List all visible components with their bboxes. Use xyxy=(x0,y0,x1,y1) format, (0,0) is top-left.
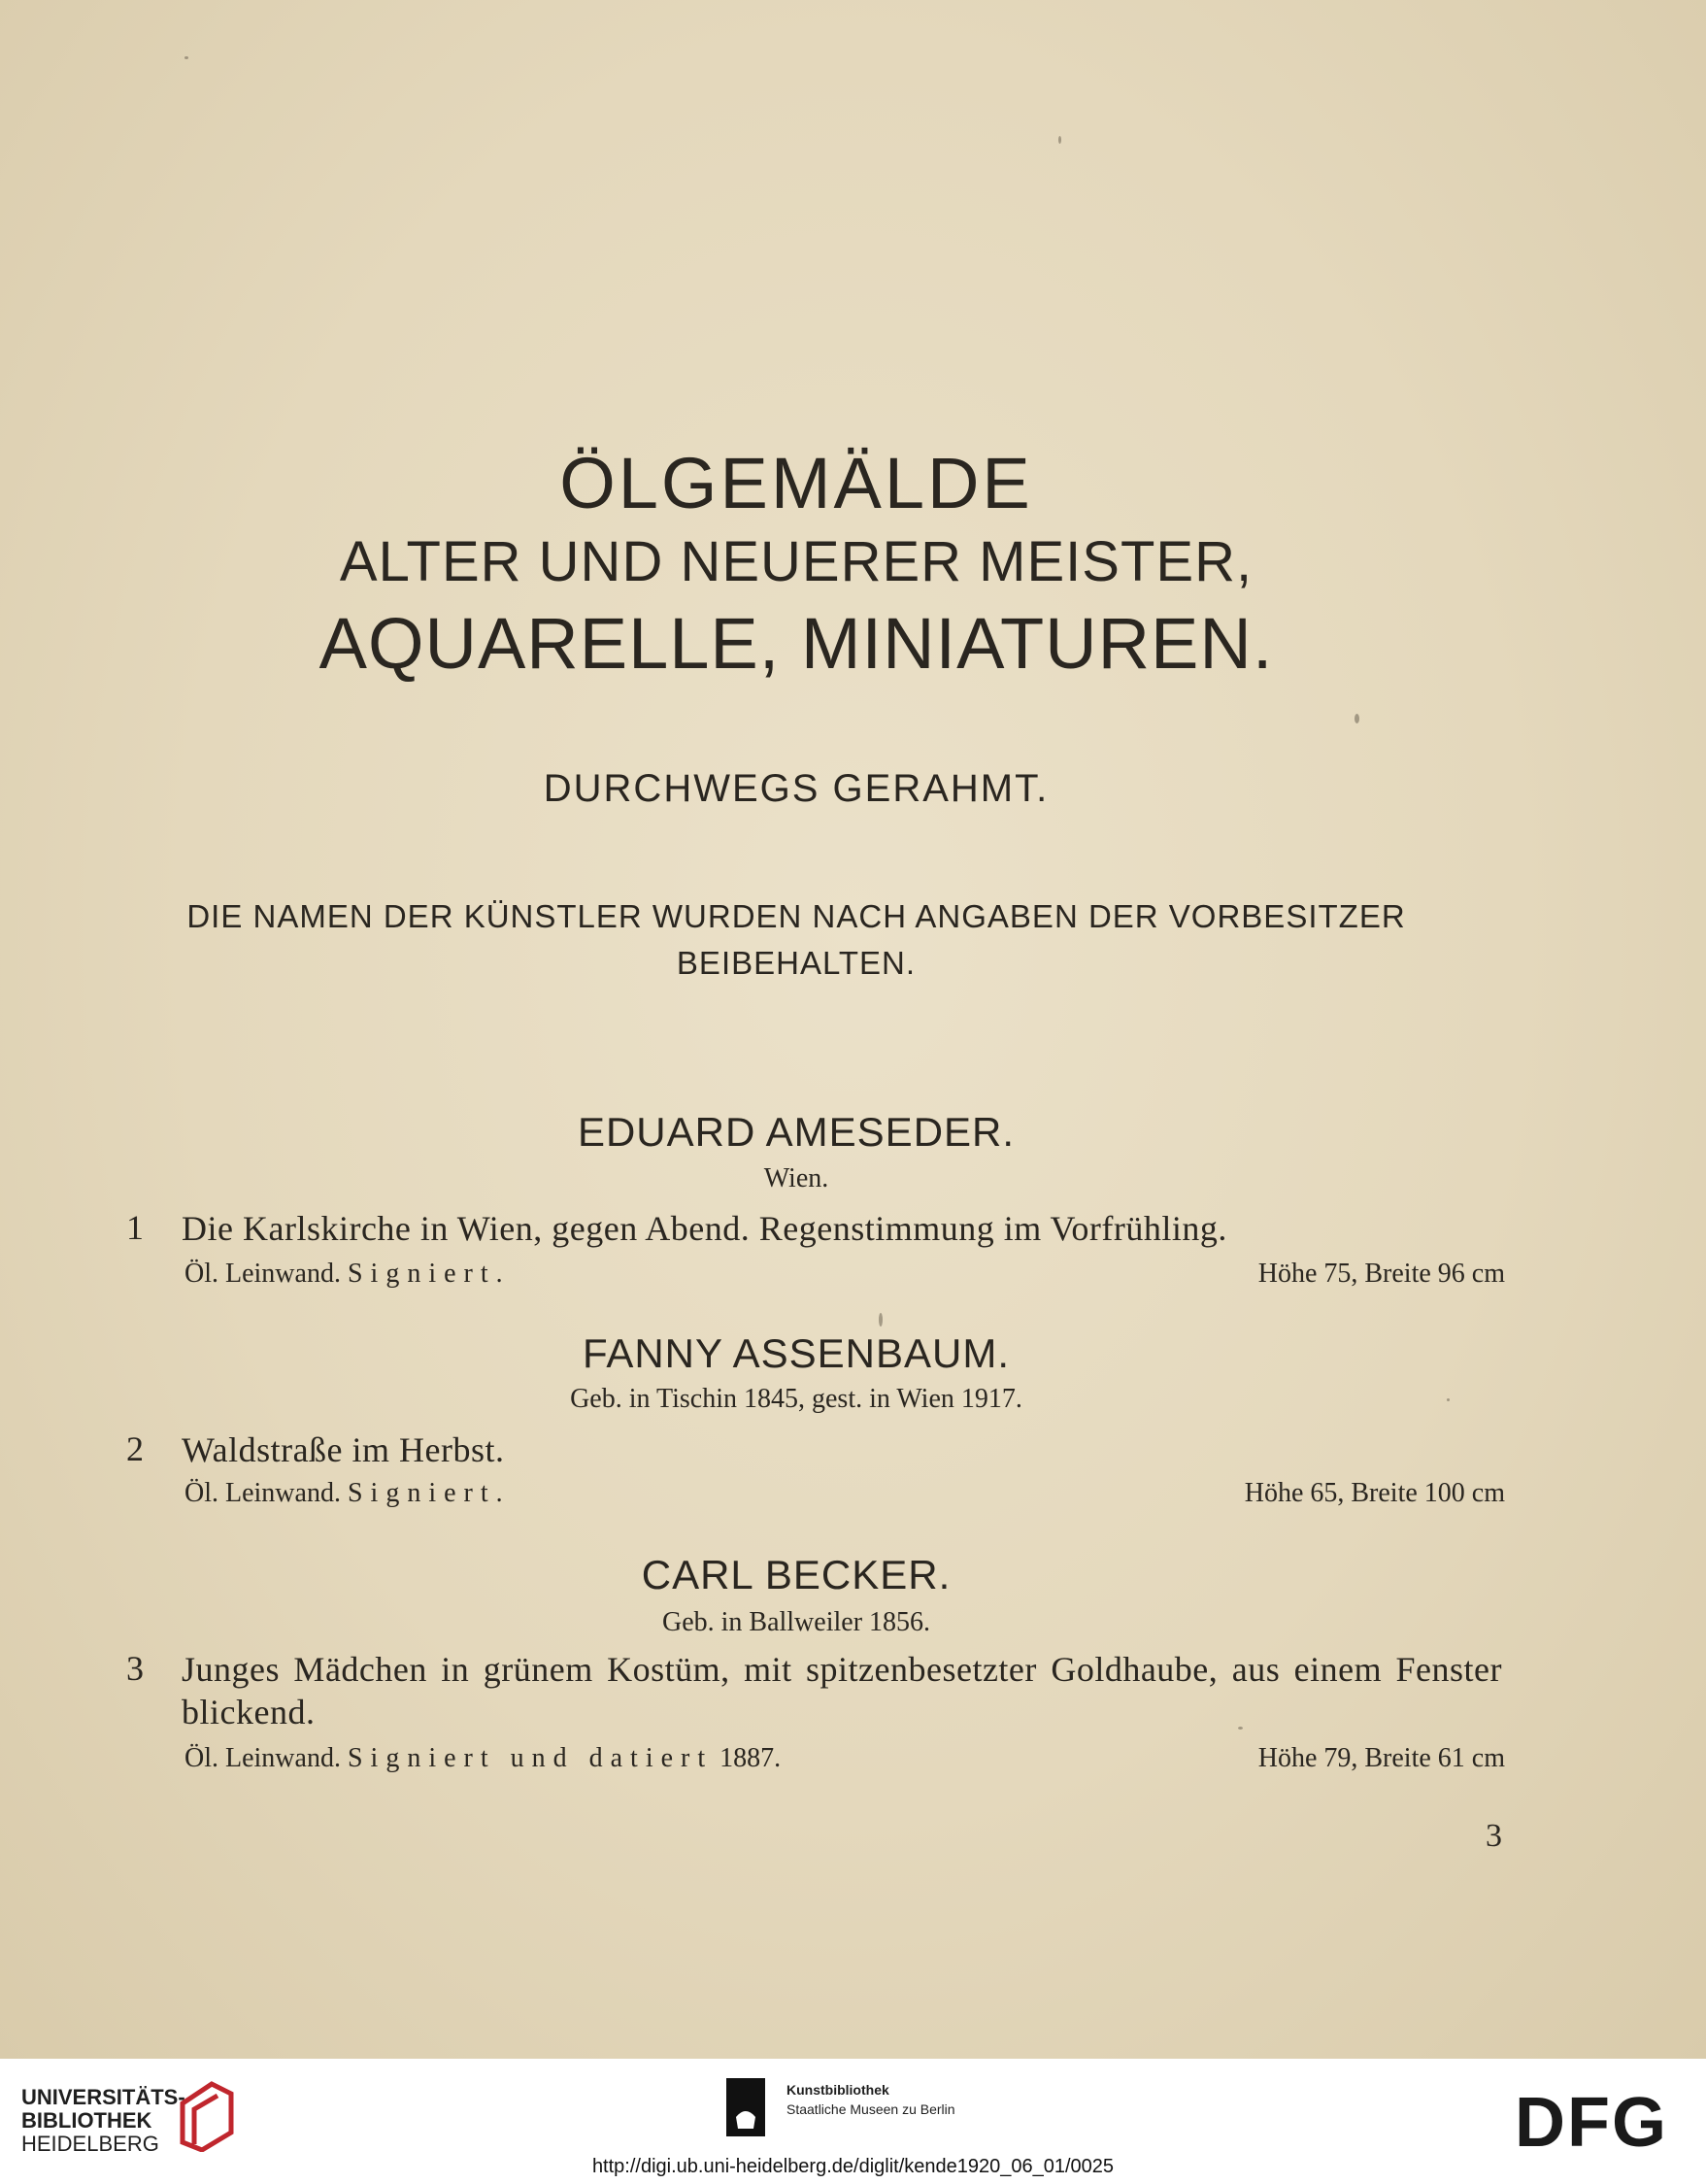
notice-line1: DIE NAMEN DER KÜNSTLER WURDEN NACH ANGABEN DER VORBESITZER xyxy=(186,898,1406,934)
entry-number: 3 xyxy=(126,1649,145,1688)
paper-speck xyxy=(184,56,188,59)
entry-medium: Öl. Leinwand. xyxy=(184,1743,348,1773)
heading-line3: AQUARELLE, MINIATUREN. xyxy=(318,603,1274,684)
source-url[interactable]: http://digi.ub.uni-heidelberg.de/diglit/kende1920_06_01/0025 xyxy=(591,2156,1115,2177)
library-line2: BIBLIOTHEK xyxy=(21,2108,152,2133)
entry-year: 1887. xyxy=(713,1743,782,1773)
entry-title: Die Karlskirche in Wien, gegen Abend. Regenstimmung im Vorfrühling. xyxy=(182,1209,1227,1248)
dfg-logo[interactable]: DFG xyxy=(1515,2084,1668,2162)
entry-title: Waldstraße im Herbst. xyxy=(182,1430,505,1469)
heading-line1: ÖLGEMÄLDE xyxy=(559,443,1033,523)
kb-line1: Kunstbibliothek xyxy=(786,2082,889,2098)
entry-medium: Öl. Leinwand. xyxy=(184,1478,348,1508)
entry-note: Signiert und datiert xyxy=(347,1743,714,1773)
artist-name: FANNY ASSENBAUM. xyxy=(582,1330,1011,1376)
paper-speck xyxy=(1058,136,1061,144)
kunstbibliothek-label[interactable] xyxy=(786,2080,955,2119)
artist-info: Wien. xyxy=(763,1163,829,1193)
entry-size: Höhe 65, Breite 100 cm xyxy=(1244,1478,1505,1508)
entry-note: Signiert. xyxy=(347,1259,511,1289)
entry-size: Höhe 79, Breite 61 cm xyxy=(1257,1743,1505,1773)
kb-line2: Staatliche Museen zu Berlin xyxy=(786,2101,955,2117)
artist-name: CARL BECKER. xyxy=(641,1552,952,1597)
heidelberg-library-logo[interactable] xyxy=(21,2086,185,2156)
entry-number: 1 xyxy=(126,1208,145,1247)
entry-note: Signiert. xyxy=(347,1478,511,1508)
entry-medium: Öl. Leinwand. xyxy=(184,1259,348,1289)
library-emblem-icon xyxy=(173,2074,241,2152)
entry-number: 2 xyxy=(126,1429,145,1468)
artist-name: EDUARD AMESEDER. xyxy=(577,1109,1016,1155)
entry-size: Höhe 75, Breite 96 cm xyxy=(1257,1259,1505,1289)
artist-info: Geb. in Ballweiler 1856. xyxy=(661,1607,931,1637)
entry-title: Junges Mädchen in grünem Kostüm, mit spitzenbesetzter Goldhaube, aus einem Fenster blickend. xyxy=(182,1650,1502,1731)
library-line1: UNIVERSITÄTS- xyxy=(21,2085,185,2109)
library-line3: HEIDELBERG xyxy=(21,2132,159,2156)
paper-speck xyxy=(879,1313,883,1327)
subtitle: DURCHWEGS GERAHMT. xyxy=(543,767,1050,810)
viewer-footer xyxy=(0,2059,1706,2184)
heading-line2: ALTER UND NEUERER MEISTER, xyxy=(339,530,1254,593)
paper-speck xyxy=(1355,714,1359,723)
kunstbibliothek-logo-icon xyxy=(726,2078,765,2136)
notice-line2: BEIBEHALTEN. xyxy=(676,945,917,981)
notice xyxy=(107,893,1486,987)
page-number: 3 xyxy=(1486,1818,1502,1854)
artist-info: Geb. in Tischin 1845, gest. in Wien 1917. xyxy=(570,1384,1022,1414)
